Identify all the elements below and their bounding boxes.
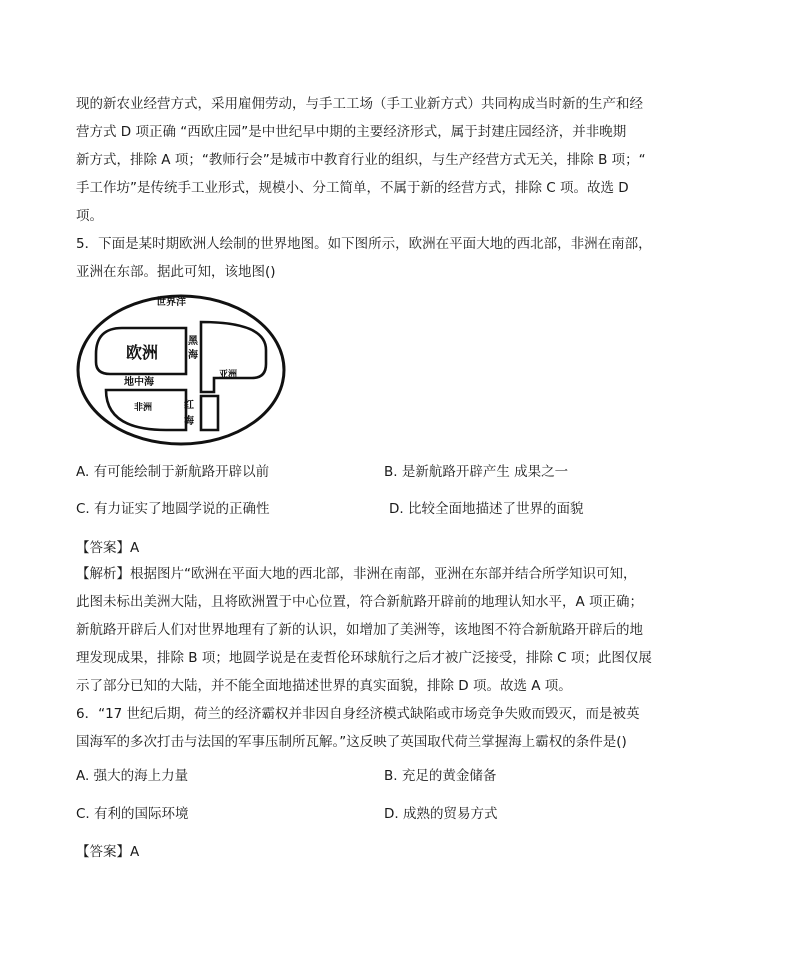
asia-region: [201, 322, 266, 392]
question-stem: 5．下面是某时期欧洲人绘制的世界地图。如下图所示，欧洲在平面大地的西北部，非洲在南部，: [76, 236, 652, 252]
option-c: C. 有利的国际环境: [76, 806, 189, 822]
analysis-line: 此图未标出美洲大陆，且将欧洲置于中心位置，符合新航路开辟前的地理认知水平，A 项正确；: [76, 594, 644, 610]
map-label-europe: 欧洲: [126, 343, 159, 362]
analysis-line: 新航路开辟后人们对世界地理有了新的认识，如增加了美洲等，该地图不符合新航路开辟后的地: [76, 622, 643, 638]
map-label-world-ocean: 世界洋: [156, 297, 186, 308]
text-line: 手工作坊”是传统手工业形式，规模小、分工简单，不属于新的经营方式，排除 C 项。故选 D: [76, 180, 629, 196]
map-label-black-sea: 黑: [188, 336, 198, 347]
map-label-black-sea: 海: [188, 350, 198, 361]
analysis-line: 理发现成果，排除 B 项；地圆学说是在麦哲伦环球航行之后才被广泛接受，排除 C 项；此图仅展: [76, 650, 652, 666]
question-stem: 国海军的多次打击与法国的军事压制所瓦解。”这反映了英国取代荷兰掌握海上霸权的条件是(): [76, 734, 627, 750]
answer-label: 【答案】A: [76, 844, 140, 860]
option-d: D. 成熟的贸易方式: [384, 806, 498, 822]
text-line: 新方式，排除 A 项；“教师行会”是城市中教育行业的组织，与生产经营方式无关，排除 B 项；“: [76, 152, 646, 168]
map-label-red-sea: 海: [184, 416, 194, 427]
option-b: B. 充足的黄金储备: [384, 768, 497, 784]
analysis-line: 示了部分已知的大陆，并不能全面地描述世界的真实面貌，排除 D 项。故选 A 项。: [76, 678, 572, 694]
map-label-asia: 亚洲: [219, 370, 238, 380]
red-sea-region: [201, 396, 218, 430]
answer-label: 【答案】A: [76, 540, 140, 556]
option-d: D. 比较全面地描述了世界的面貌: [389, 501, 584, 517]
option-b: B. 是新航路开辟产生 成果之一: [384, 464, 569, 480]
world-map-figure: [76, 292, 296, 452]
option-a: A. 强大的海上力量: [76, 768, 189, 784]
option-c: C. 有力证实了地圆学说的正确性: [76, 501, 270, 517]
map-label-africa: 非洲: [134, 403, 153, 413]
text-line: 现的新农业经营方式，采用雇佣劳动，与手工工场（手工业新方式）共同构成当时新的生产和经: [76, 96, 643, 112]
map-label-mediterranean: 地中海: [124, 377, 154, 388]
text-line: 营方式 D 项正确 “西欧庄园”是中世纪早中期的主要经济形式，属于封建庄园经济，并非晚期: [76, 124, 627, 140]
map-label-red-sea: 红: [184, 400, 194, 411]
question-stem: 亚洲在东部。据此可知，该地图(): [76, 264, 276, 280]
analysis-line: 【解析】根据图片“欧洲在平面大地的西北部，非洲在南部，亚洲在东部并结合所学知识可知，: [76, 566, 637, 582]
question-stem: 6．“17 世纪后期，荷兰的经济霸权并非因自身经济模式缺陷或市场竞争失败而毁灭，而是被英: [76, 706, 640, 722]
option-a: A. 有可能绘制于新航路开辟以前: [76, 464, 270, 480]
text-line: 项。: [76, 208, 103, 224]
